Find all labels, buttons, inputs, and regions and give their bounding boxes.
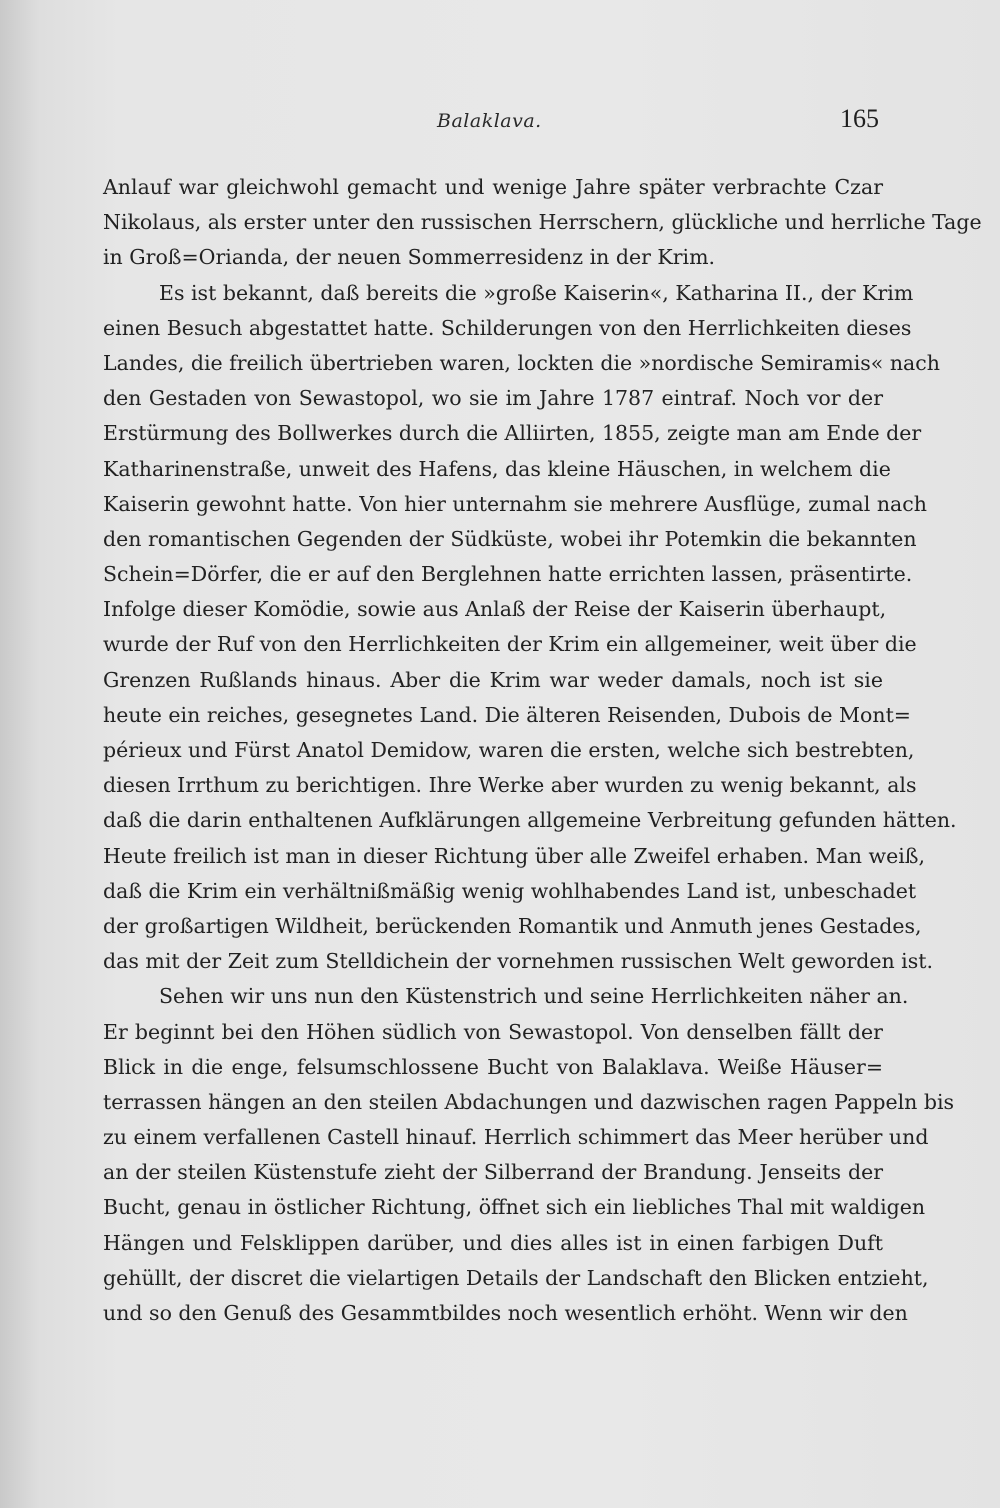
- text-line: Heute freilich ist man in dieser Richtung über alle Zweifel erhaben. Man weiß,: [103, 843, 925, 868]
- running-title: Balaklava.: [437, 110, 542, 132]
- text-line: Grenzen Rußlands hinaus. Aber die Krim war weder damals, noch ist sie: [103, 667, 883, 692]
- running-head: [0, 104, 1000, 140]
- text-line: Er beginnt bei den Höhen südlich von Sewastopol. Von denselben fällt der: [103, 1019, 883, 1044]
- text-line: an der steilen Küstenstufe zieht der Silberrand der Brandung. Jenseits der: [103, 1160, 883, 1185]
- text-line: den romantischen Gegenden der Südküste, wobei ihr Potemkin die bekannten: [103, 526, 917, 551]
- text-line: daß die darin enthaltenen Aufklärungen allgemeine Verbreitung gefunden hätten.: [103, 808, 957, 833]
- text-line: Schein=Dörfer, die er auf den Berglehnen hatte errichten lassen, präsentirte.: [103, 562, 913, 587]
- text-line: und so den Genuß des Gesammtbildes noch wesentlich erhöht. Wenn wir den: [103, 1301, 908, 1325]
- text-line: Nikolaus, als erster unter den russischen Herrschern, glückliche und herrliche Tage: [103, 210, 982, 235]
- text-line: heute ein reiches, gesegnetes Land. Die älteren Reisenden, Dubois de Mont=: [103, 702, 911, 727]
- text-line: Es ist bekannt, daß bereits die »große Kaiserin«, Katharina II., der Krim: [159, 280, 914, 305]
- text-line: das mit der Zeit zum Stelldichein der vornehmen russischen Welt geworden ist.: [103, 949, 934, 974]
- text-line: Infolge dieser Komödie, sowie aus Anlaß der Reise der Kaiserin überhaupt,: [103, 597, 887, 622]
- text-line: gehüllt, der discret die vielartigen Details der Landschaft den Blicken entzieht,: [103, 1265, 929, 1290]
- text-line: terrassen hängen an den steilen Abdachungen und dazwischen ragen Pappeln bis: [103, 1089, 955, 1114]
- text-line: Hängen und Felsklippen darüber, und dies alles ist in einen farbigen Duft: [103, 1230, 883, 1255]
- text-line: Katharinenstraße, unweit des Hafens, das kleine Häuschen, in welchem die: [103, 456, 891, 481]
- text-line: den Gestaden von Sewastopol, wo sie im Jahre 1787 eintraf. Noch vor der: [103, 386, 883, 411]
- text-line: der großartigen Wildheit, berückenden Romantik und Anmuth jenes Gestades,: [103, 913, 922, 938]
- page-number: 165: [840, 104, 879, 133]
- text-line: einen Besuch abgestattet hatte. Schilderungen von den Herrlichkeiten dieses: [103, 315, 912, 340]
- text-line: Landes, die freilich übertrieben waren, lockten die »nordische Semiramis« nach: [103, 350, 940, 375]
- text-line: wurde der Ruf von den Herrlichkeiten der Krim ein allgemeiner, weit über die: [103, 632, 917, 657]
- text-line: périeux und Fürst Anatol Demidow, waren die ersten, welche sich bestrebten,: [103, 738, 915, 762]
- text-line: Anlauf war gleichwohl gemacht und wenige Jahre später verbrachte Czar: [103, 175, 883, 199]
- text-line: Blick in die enge, felsumschlossene Bucht von Balaklava. Weiße Häuser=: [103, 1054, 883, 1079]
- text-line: Kaiserin gewohnt hatte. Von hier unternahm sie mehrere Ausflüge, zumal nach: [103, 491, 927, 516]
- text-line: daß die Krim ein verhältnißmäßig wenig wohlhabendes Land ist, unbeschadet: [103, 878, 917, 903]
- body-text: [103, 170, 982, 1331]
- text-line: in Groß=Orianda, der neuen Sommerresidenz in der Krim.: [103, 245, 716, 270]
- text-line: Sehen wir uns nun den Küstenstrich und seine Herrlichkeiten näher an.: [159, 984, 909, 1009]
- text-line: Bucht, genau in östlicher Richtung, öffnet sich ein liebliches Thal mit waldigen: [103, 1195, 926, 1220]
- text-line: Erstürmung des Bollwerkes durch die Alliirten, 1855, zeigte man am Ende der: [103, 421, 922, 446]
- text-line: zu einem verfallenen Castell hinauf. Herrlich schimmert das Meer herüber und: [103, 1125, 929, 1150]
- text-line: diesen Irrthum zu berichtigen. Ihre Werke aber wurden zu wenig bekannt, als: [103, 773, 917, 798]
